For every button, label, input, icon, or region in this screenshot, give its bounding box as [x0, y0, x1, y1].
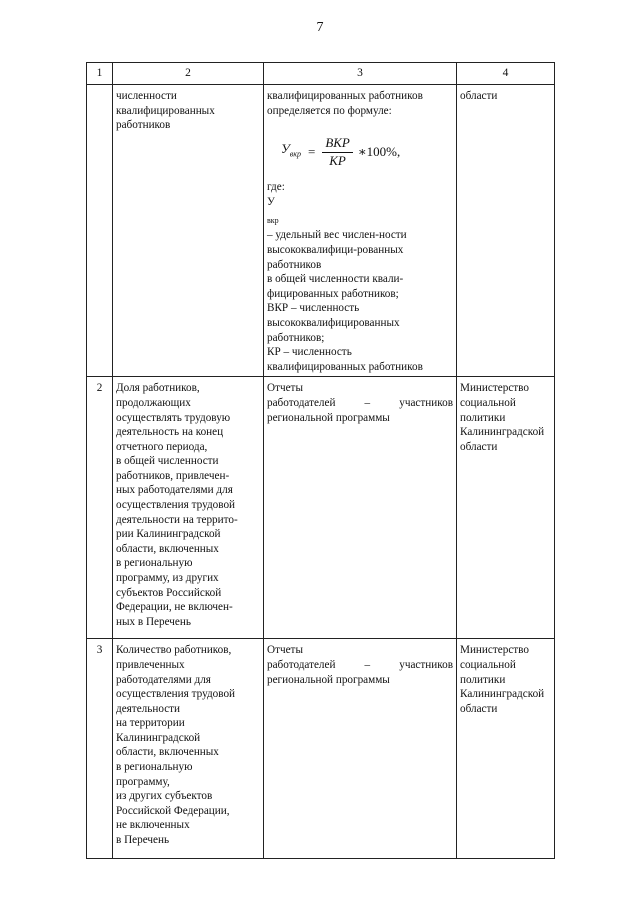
calculation-method-cell: [264, 639, 457, 859]
text-line: работников, привлечен-: [116, 469, 230, 482]
header-cell-3: 3: [264, 63, 457, 85]
formula-denominator: КР: [329, 152, 346, 168]
text-line: Доля работников,: [116, 382, 200, 395]
text-line: Отчеты: [267, 382, 303, 395]
text-line: программу,: [116, 775, 170, 788]
header-cell-4: 4: [457, 63, 555, 85]
text-line: области, включенных: [116, 746, 219, 759]
text-line: работодателей – участников: [267, 658, 453, 671]
text-line: ных в Перечень: [116, 615, 191, 628]
text-line: привлеченных: [116, 658, 185, 671]
text-line: социальной политики: [460, 396, 516, 424]
responsible-cell: [457, 377, 555, 639]
indicator-table: [86, 62, 555, 859]
text-line: работников: [267, 258, 322, 271]
indicator-name-cell: [113, 85, 264, 377]
formula-lhs: $У_{вкр}$: [281, 141, 301, 159]
text-line: социальной политики: [460, 658, 516, 686]
text-line: в Перечень: [116, 834, 170, 847]
text-line: в общей численности: [116, 455, 219, 468]
text-line: Отчеты: [267, 644, 303, 657]
responsible-cell: [457, 639, 555, 859]
row-number-cell: 3: [87, 639, 113, 859]
text-line: высококвалифицированных: [267, 316, 400, 329]
formula-tail: ∗100%,: [357, 143, 401, 159]
text-line: области: [460, 90, 498, 102]
table-row: [87, 639, 555, 859]
header-cell-2: 2: [113, 63, 264, 85]
text-line: осуществлять трудовую: [116, 411, 231, 424]
text-line: КР – численность: [267, 346, 352, 359]
text-line: работников: [116, 119, 171, 132]
text-line: определяется по формуле:: [267, 104, 392, 117]
indicator-name-cell: [113, 377, 264, 639]
text-line: квалифицированных: [116, 104, 215, 117]
text-line: области: [460, 440, 498, 453]
formula-fraction: [322, 136, 353, 168]
text-line: высококвалифици-рованных: [267, 243, 404, 256]
text-line: Федерации, не включен-: [116, 601, 233, 614]
text-line: области: [460, 702, 498, 715]
header-cell-1: 1: [87, 63, 113, 85]
text-line: в региональную: [116, 557, 193, 570]
formula-numerator: ВКР: [322, 136, 353, 153]
text-line: работодателей – участников: [267, 396, 453, 409]
text-line: Количество работников,: [116, 644, 232, 657]
text-line: отчетного периода,: [116, 440, 208, 453]
indicator-name-cell: [113, 639, 264, 859]
formula: $У_{вкр}$ = $\frac{\text{ВКР}}{КР}$ ∗100%,: [281, 135, 401, 168]
text-line: ВКР – численность: [267, 302, 360, 315]
text-line: области, включенных: [116, 542, 219, 555]
text-line: работников;: [267, 331, 325, 344]
calculation-method-cell: [264, 85, 457, 377]
text-line: деятельности на террито-: [116, 513, 238, 526]
text-line: осуществления трудовой: [116, 688, 236, 701]
text-line: ных работодателями для: [116, 484, 233, 497]
definition-line: У $_{вкр}$ – удельный вес числен-ности: [267, 195, 407, 242]
text-line: деятельность на конец: [116, 426, 224, 439]
text-line: квалифицированных работников: [267, 360, 423, 373]
table-row: [87, 377, 555, 639]
table-header-row: [87, 63, 555, 85]
text-line: на территории: [116, 717, 185, 730]
text-line: Министерство: [460, 644, 529, 657]
text-line: субъектов Российской: [116, 586, 222, 599]
text-line: Калининградской: [460, 426, 545, 439]
text-line: Калининградской: [116, 731, 201, 744]
page-number: 7: [316, 20, 324, 35]
text-line: продолжающих: [116, 396, 191, 409]
text-line: рии Калининградской: [116, 528, 221, 541]
text-line: в региональную: [116, 761, 193, 774]
text-line: численности: [116, 90, 177, 102]
text-line: где:: [267, 181, 285, 194]
text-line: из других субъектов: [116, 790, 213, 803]
responsible-cell: [457, 85, 555, 377]
text-line: в общей численности квали-: [267, 273, 404, 286]
text-line: не включенных: [116, 819, 190, 832]
text-line: осуществления трудовой: [116, 499, 236, 512]
row-number-cell: 2: [87, 377, 113, 639]
table-row: [87, 85, 555, 377]
text-line: фицированных работников;: [267, 287, 399, 300]
text-line: программу, из других: [116, 572, 219, 585]
text-line: региональной программы: [267, 673, 390, 686]
text-line: Министерство: [460, 382, 529, 395]
text-line: Российской Федерации,: [116, 804, 230, 817]
calculation-method-cell: [264, 377, 457, 639]
row-number-cell: [87, 85, 113, 377]
text-line: региональной программы: [267, 411, 390, 424]
text-line: деятельности: [116, 702, 181, 715]
text-line: Калининградской: [460, 688, 545, 701]
text-line: работодателями для: [116, 673, 211, 686]
text-line: квалифицированных работников: [267, 90, 423, 102]
